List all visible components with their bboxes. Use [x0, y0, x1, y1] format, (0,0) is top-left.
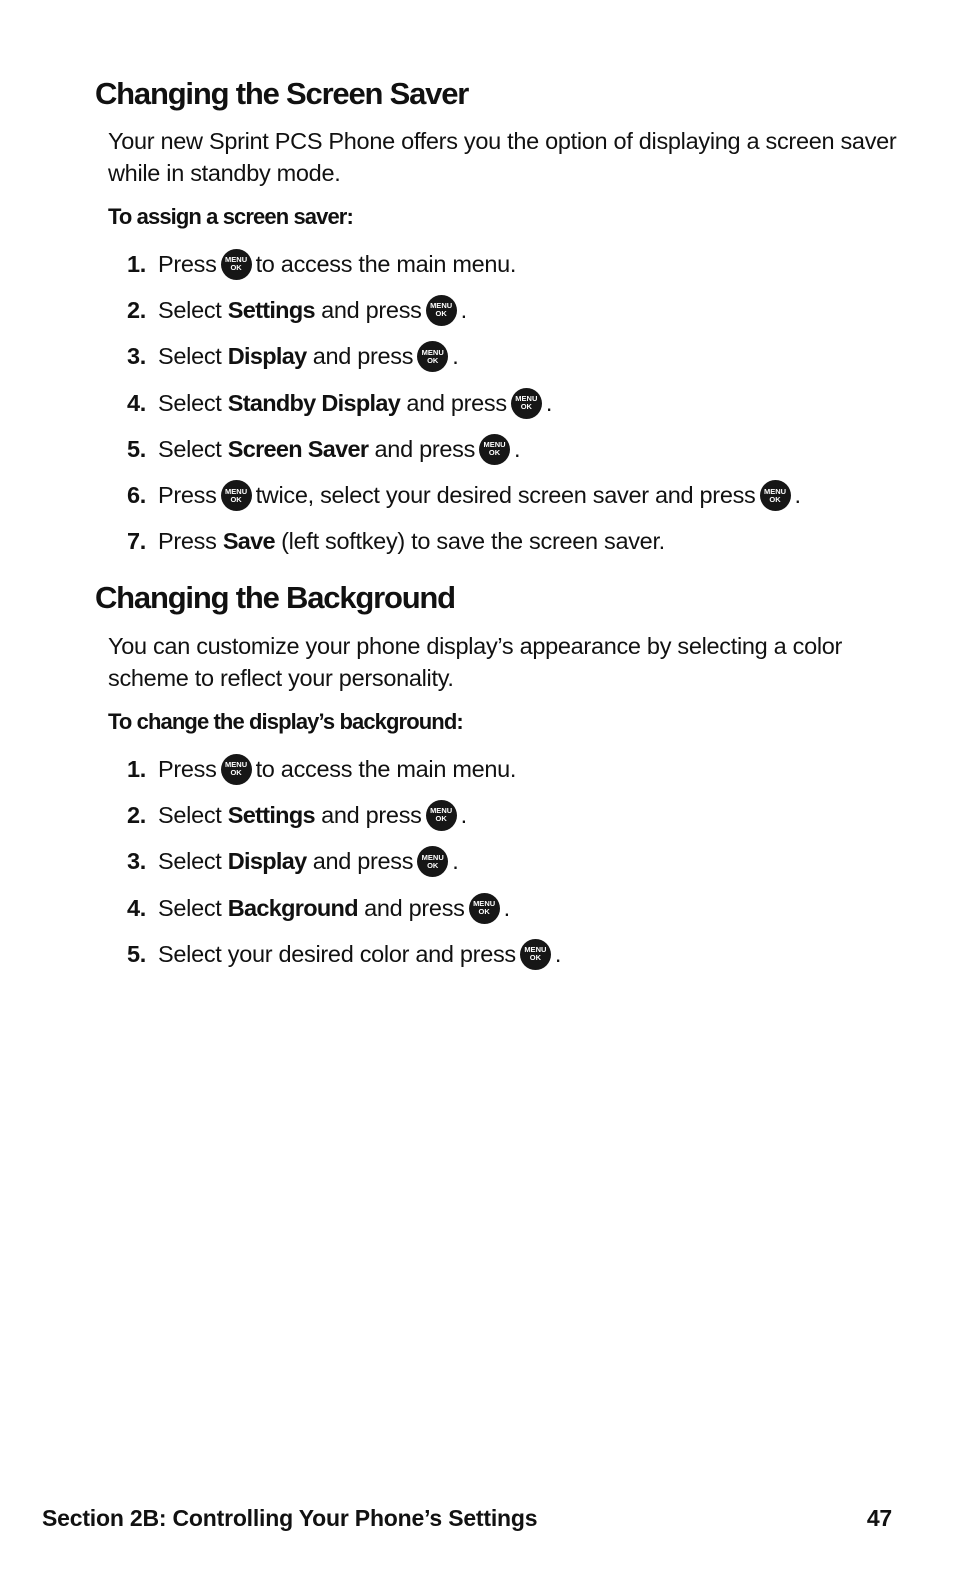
step-number: 5.: [127, 940, 146, 967]
step-list-item: [108, 472, 928, 518]
step-list-item: [108, 287, 928, 333]
step-text: Select: [158, 343, 222, 370]
step-number: 5.: [127, 435, 146, 462]
step-number: 4.: [127, 389, 146, 416]
footer-section-title: Section 2B: Controlling Your Phone’s Settings: [42, 1504, 538, 1531]
menu-item-name: Display: [227, 343, 307, 370]
menu-item-name: Settings: [227, 296, 315, 323]
menu-ok-key-icon: MENU OK: [221, 480, 252, 511]
step-number: 6.: [127, 482, 146, 509]
step-end: .: [460, 801, 467, 828]
step-number: 2.: [127, 801, 146, 828]
step-text: Select: [158, 296, 222, 323]
step-end: .: [545, 389, 553, 416]
step-list-item: [108, 792, 928, 838]
page-footer: [42, 1503, 892, 1533]
step-text: and press: [312, 343, 414, 370]
menu-item-name: Standby Display: [227, 389, 401, 416]
step-text: and press: [321, 801, 422, 828]
step-end: .: [503, 894, 510, 921]
menu-item-name: Settings: [227, 801, 315, 828]
menu-ok-key-icon: MENU OK: [417, 846, 448, 877]
step-text: Select: [158, 848, 222, 875]
softkey-name: Save: [222, 528, 275, 555]
step-text: Select: [158, 389, 222, 416]
menu-ok-key-icon: MENU OK: [221, 249, 252, 280]
menu-ok-key-icon: MENU OK: [426, 295, 457, 326]
step-text: (left softkey) to save the screen saver.: [281, 528, 665, 555]
menu-ok-key-icon: MENU OK: [479, 434, 510, 465]
step-list-item: [108, 931, 928, 977]
menu-ok-key-icon: MENU OK: [760, 480, 791, 511]
section-heading-screen-saver: Changing the Screen Saver: [95, 76, 469, 111]
screen-saver-procedure-heading: To assign a screen saver:: [108, 204, 353, 229]
step-end: .: [452, 343, 459, 370]
menu-ok-key-icon: MENU OK: [511, 388, 542, 419]
menu-ok-key-icon: MENU OK: [520, 939, 551, 970]
step-text: Select: [158, 801, 222, 828]
step-list-item: [108, 519, 928, 565]
step-text: Press: [158, 755, 217, 782]
step-number: 7.: [127, 528, 146, 555]
step-list-item: [108, 885, 928, 931]
step-text: Press: [158, 528, 217, 555]
step-text: to access the main menu.: [255, 250, 517, 277]
background-intro: You can customize your phone display’s appearance by selecting a color scheme to reflect your personality.: [108, 633, 843, 691]
step-list-item: [108, 241, 928, 287]
background-procedure-heading: To change the display’s background:: [108, 709, 463, 734]
step-text: to access the main menu.: [255, 755, 517, 782]
step-list-item: [108, 746, 928, 792]
step-list-item: [108, 334, 928, 380]
step-text: and press: [406, 389, 507, 416]
step-number: 1.: [127, 755, 146, 782]
menu-ok-key-icon: MENU OK: [417, 341, 448, 372]
step-end: .: [452, 848, 459, 875]
step-number: 3.: [127, 343, 146, 370]
step-text: and press: [364, 894, 465, 921]
step-number: 3.: [127, 848, 146, 875]
step-text: twice, select your desired screen saver and press: [255, 482, 756, 509]
step-text: Select: [158, 894, 222, 921]
step-list-item: [108, 380, 928, 426]
background-steps: [108, 746, 928, 977]
menu-item-name: Screen Saver: [227, 435, 369, 462]
step-end: .: [514, 435, 521, 462]
menu-ok-key-icon: MENU OK: [426, 800, 457, 831]
step-end: .: [460, 296, 467, 323]
step-number: 4.: [127, 894, 146, 921]
section-heading-background: Changing the Background: [95, 580, 455, 615]
step-text: and press: [374, 435, 476, 462]
step-list-item: [108, 426, 928, 472]
step-end: .: [554, 940, 562, 967]
step-text: and press: [321, 296, 422, 323]
step-list-item: [108, 839, 928, 885]
step-end: .: [794, 482, 801, 509]
step-text: Press: [158, 482, 217, 509]
menu-item-name: Display: [227, 848, 307, 875]
step-text: Press: [158, 250, 217, 277]
step-text: and press: [312, 848, 414, 875]
menu-ok-key-icon: MENU OK: [469, 893, 500, 924]
step-text: Select: [158, 435, 222, 462]
menu-item-name: Background: [227, 894, 358, 921]
screen-saver-steps: [108, 241, 928, 565]
menu-ok-key-icon: MENU OK: [221, 754, 252, 785]
step-text: Select your desired color and press: [158, 940, 516, 967]
step-number: 2.: [127, 296, 146, 323]
screen-saver-intro: Your new Sprint PCS Phone offers you the option of displaying a screen saver while in standby mode.: [108, 128, 897, 186]
page-number: 47: [866, 1504, 892, 1531]
step-number: 1.: [127, 250, 146, 277]
